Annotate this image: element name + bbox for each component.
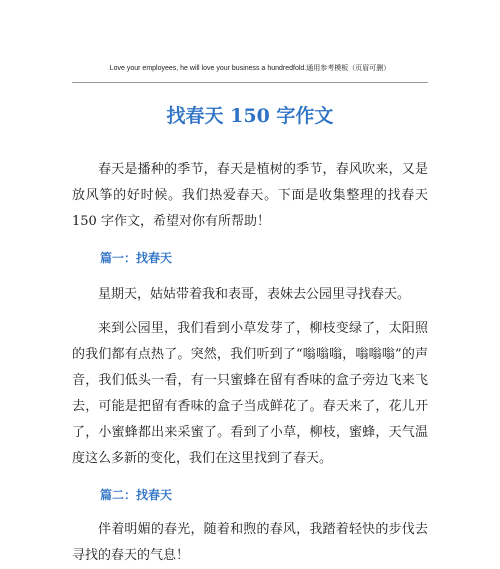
section-1-block-2 bbox=[72, 316, 428, 472]
intro-block bbox=[72, 157, 428, 235]
header-divider bbox=[72, 82, 428, 83]
document-title: 找春天 150 字作文 bbox=[166, 105, 334, 127]
section-1-block bbox=[72, 282, 428, 308]
intro-paragraph: 春天是播种的季节，春天是植树的季节，春风吹来，又是放风筝的好时候。我们热爱春天。下面是收集整理的找春天 150 字作文，希望对你有所帮助！ bbox=[72, 162, 428, 229]
section-1-paragraph-2: 来到公园里，我们看到小草发芽了，柳枝变绿了，太阳照的我们都有点热了。突然，我们听到了“嗡嗡嗡，嗡嗡嗡”的声音，我们低头一看，有一只蜜蜂在留有香味的盒子旁边飞来飞去，可能是把留有香味的盒子当成鲜花了。春天来了，花儿开了，小蜜蜂都出来采蜜了。看到了小草，柳枝，蜜蜂，天气温度这么多新的变化，我们在这里找到了春天。 bbox=[72, 321, 428, 466]
section-heading-2: 篇二：找春天 bbox=[100, 488, 173, 502]
section-heading-1: 篇一：找春天 bbox=[100, 251, 173, 265]
section-1-paragraph-1: 星期天，姑姑带着我和表哥，表妹去公园里寻找春天。 bbox=[98, 287, 411, 302]
section-2-paragraph-1: 伴着明媚的春光，随着和煦的春风，我踏着轻快的步伐去寻找的春天的气息！ bbox=[72, 522, 428, 563]
section-2-block bbox=[72, 517, 428, 569]
page-header-note: Love your employees, he will love your business a hundredfold.通用参考模板（页眉可删） bbox=[109, 65, 391, 72]
